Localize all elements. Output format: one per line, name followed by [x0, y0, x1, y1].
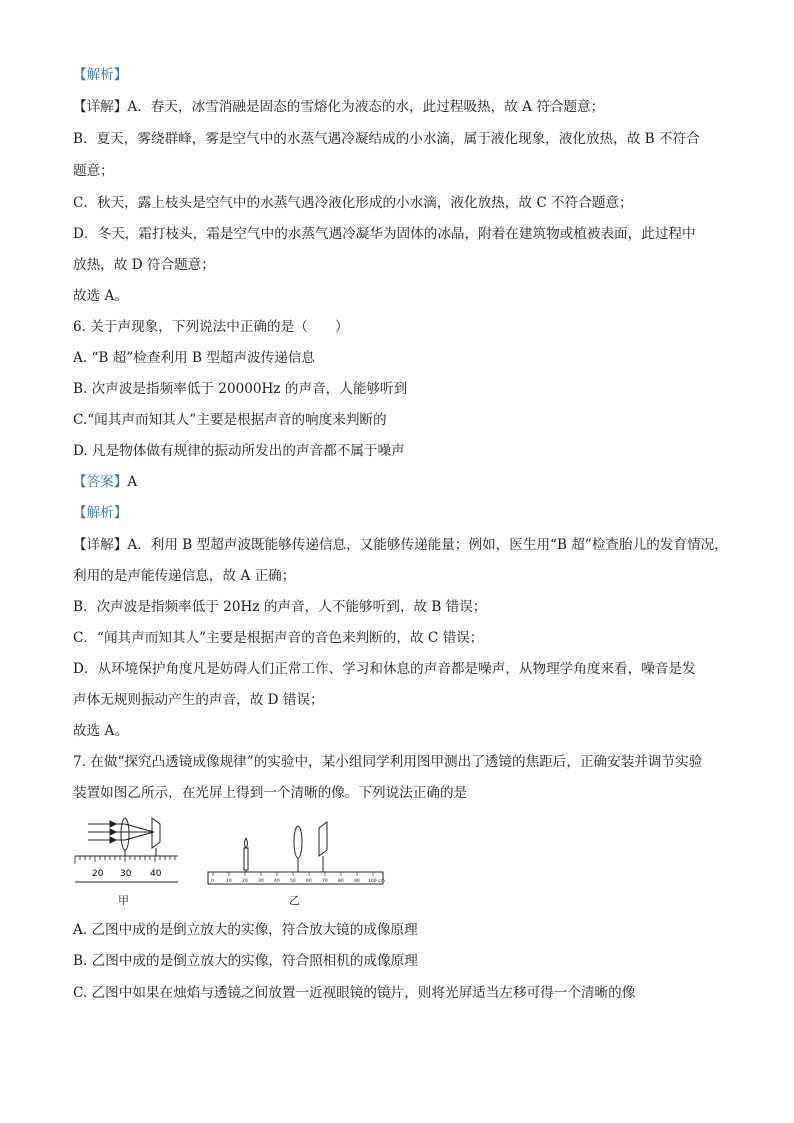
detail-line: C．秋天，露上枝头是空气中的水蒸气遇冷液化形成的小水滴，液化放热，故 C 不符合题意； — [73, 195, 633, 211]
conclusion-line: 故选 A。 — [73, 288, 128, 304]
jia-tick-label: 20 — [92, 869, 104, 879]
detail-line: 【详解】A．利用 B 型超声波既能够传递信息，又能够传递能量；例如，医生用“B 超”检查胎儿的发育情况， — [73, 537, 728, 553]
question-6-option-c: C.“闻其声而知其人”主要是根据声音的响度来判断的 — [73, 412, 387, 428]
question-7-option-b: B. 乙图中成的是倒立放大的实像，符合照相机的成像原理 — [73, 953, 418, 969]
detail-line: D．冬天，霜打枝头，霜是空气中的水蒸气遇冷凝华为固体的冰晶，附着在建筑物或植被表面，此过程中 — [73, 226, 696, 242]
detail-line: B．次声波是指频率低于 20Hz 的声音，人不能够听到，故 B 错误； — [73, 599, 487, 615]
detail-line: C．“闻其声而知其人”主要是根据声音的音色来判断的，故 C 错误； — [73, 630, 484, 646]
detail-line: 题意； — [73, 163, 114, 179]
question-6-option-a: A. “B 超”检查利用 B 型超声波传递信息 — [73, 350, 316, 366]
yi-tick-label: 70 — [322, 879, 328, 884]
yi-tick-label: 60 — [306, 879, 312, 884]
figure-jia-caption: 甲 — [118, 894, 129, 907]
yi-tick-label: 10 — [226, 879, 232, 884]
detail-line: 利用的是声能传递信息，故 A 正确； — [73, 568, 296, 584]
question-7-stem: 7. 在做“探究凸透镜成像规律”的实验中，某小组同学利用图甲测出了透镜的焦距后，正确安装并调节实验 — [73, 754, 703, 770]
question-7-stem: 装置如图乙所示，在光屏上得到一个清晰的像。下列说法正确的是 — [73, 785, 468, 801]
jia-tick-label: 40 — [150, 869, 162, 879]
yi-tick-label: 40 — [274, 879, 280, 884]
figure-yi-caption: 乙 — [289, 894, 300, 907]
yi-tick-label: 20 — [242, 879, 248, 884]
detail-line: 声体无规则振动产生的声音，故 D 错误； — [73, 692, 324, 708]
yi-tick-label: 0 — [211, 879, 214, 884]
detail-line: 【详解】A．春天，冰雪消融是固态的雪熔化为液态的水，此过程吸热，故 A 符合题意； — [73, 99, 605, 115]
question-7-option-a: A. 乙图中成的是倒立放大的实像，符合放大镜的成像原理 — [73, 922, 418, 938]
analysis-heading: 【解析】 — [73, 67, 128, 83]
question-6-option-d: D. 凡是物体做有规律的振动所发出的声音都不属于噪声 — [73, 443, 405, 459]
answer-line — [73, 473, 137, 491]
yi-tick-label: 30 — [258, 879, 264, 884]
yi-tick-label: 50 — [290, 879, 296, 884]
answer-value: A — [127, 474, 138, 490]
detail-line: D．从环境保护角度凡是妨碍人们正常工作、学习和休息的声音都是噪声，从物理学角度来看，噪音是发 — [73, 661, 696, 677]
yi-tick-label: 80 — [338, 879, 344, 884]
conclusion-line: 故选 A。 — [73, 723, 128, 739]
yi-tick-label: 90 — [354, 879, 360, 884]
question-6-stem: 6. 关于声现象，下列说法中正确的是（ ） — [73, 319, 349, 335]
detail-line: 放热，故 D 符合题意； — [73, 257, 215, 273]
answer-tag: 【答案】 — [73, 474, 128, 490]
analysis-heading: 【解析】 — [73, 505, 128, 521]
question-6-option-b: B. 次声波是指频率低于 20000Hz 的声音，人能够听到 — [73, 381, 408, 397]
detail-line: B．夏天，雾绕群峰，雾是空气中的水蒸气遇冷凝结成的小水滴，属于液化现象，液化放热，故 B 不符合 — [73, 131, 700, 147]
jia-tick-label: 30 — [120, 869, 132, 879]
question-7-option-c: C. 乙图中如果在烛焰与透镜之间放置一近视眼镜的镜片，则将光屏适当左移可得一个清晰的像 — [73, 985, 636, 1001]
figure-jia — [70, 812, 185, 892]
yi-tick-label: 100 cm — [368, 879, 385, 884]
figure-yi — [205, 818, 385, 890]
